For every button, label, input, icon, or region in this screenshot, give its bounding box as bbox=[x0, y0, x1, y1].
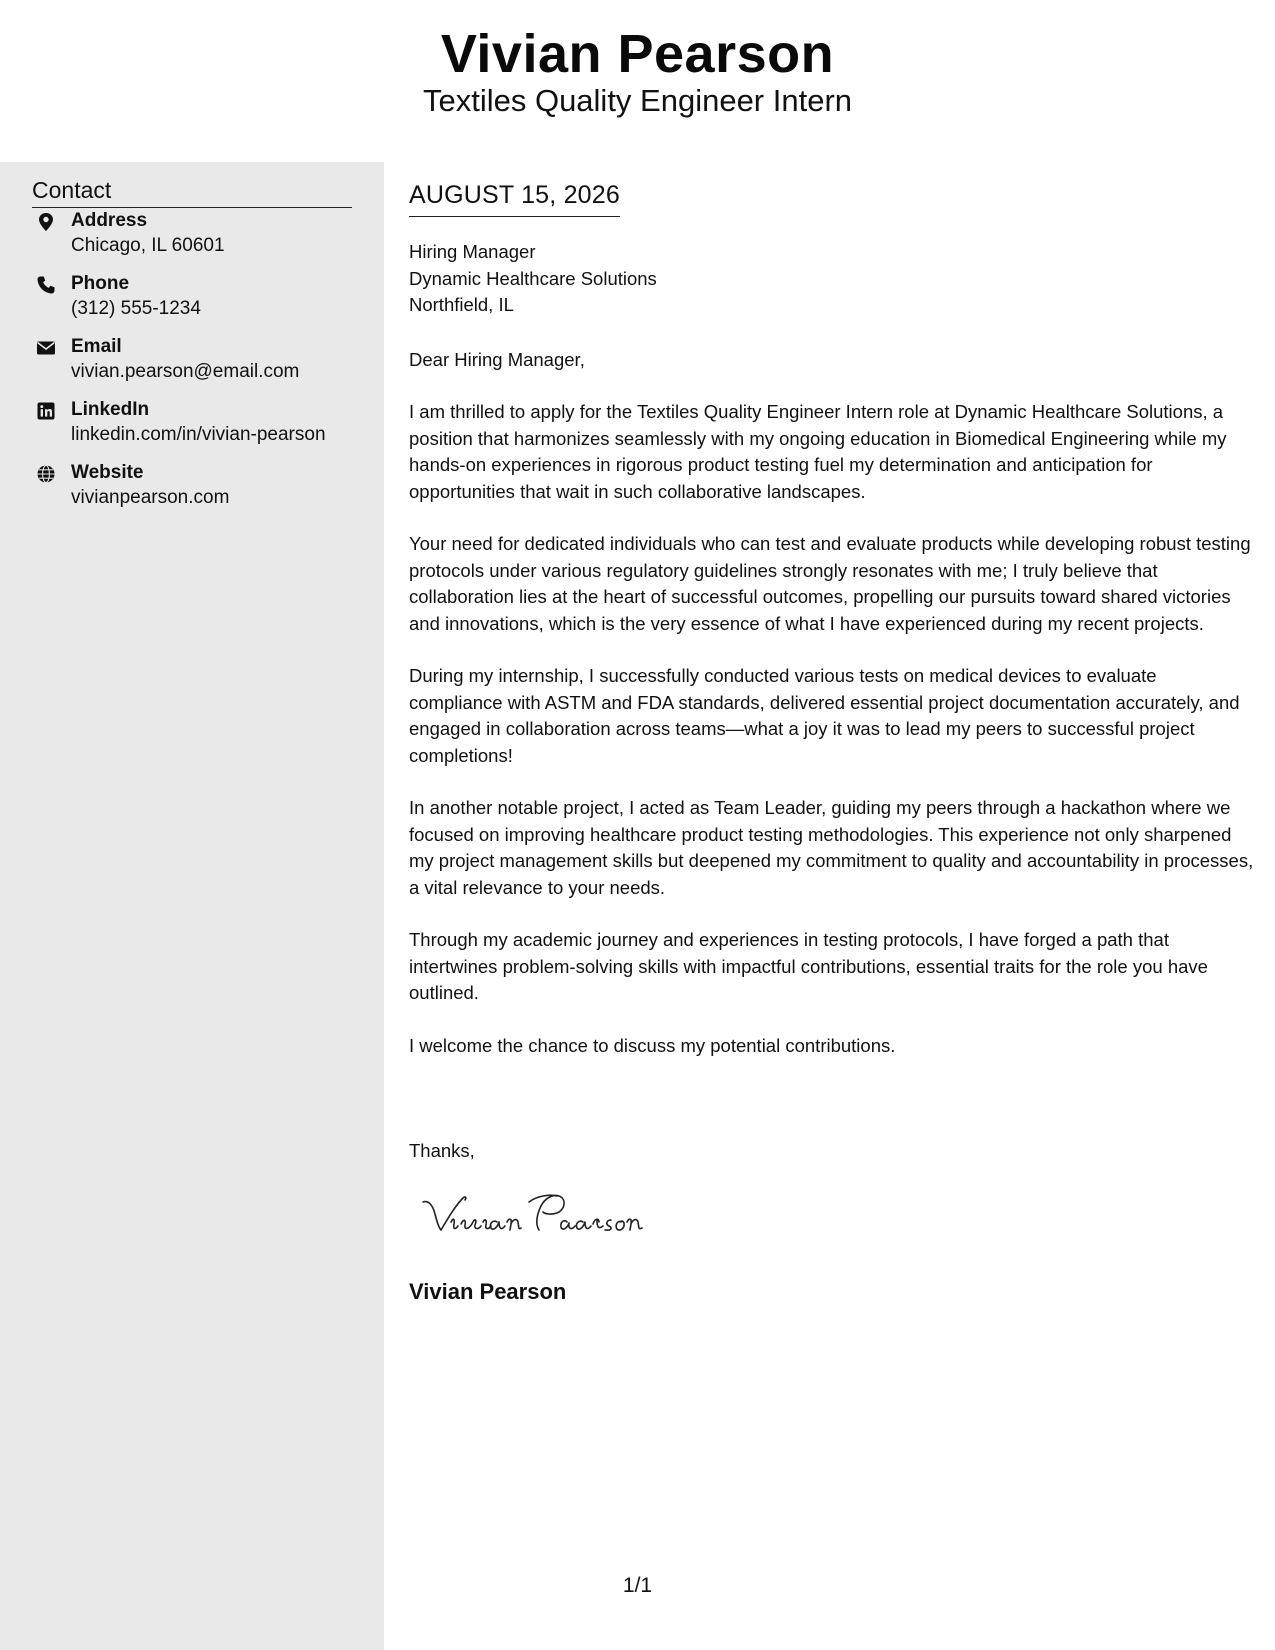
letter-paragraphs bbox=[409, 399, 1255, 1085]
contact-website bbox=[32, 460, 362, 514]
contact-sidebar bbox=[0, 162, 384, 1650]
envelope-icon bbox=[36, 338, 56, 358]
email-label: Email bbox=[71, 336, 122, 357]
contact-phone bbox=[32, 271, 362, 325]
contact-heading: Contact bbox=[32, 175, 352, 208]
globe-icon bbox=[36, 464, 56, 484]
website-value[interactable]: vivianpearson.com bbox=[71, 487, 230, 508]
linkedin-icon bbox=[36, 401, 56, 421]
paragraph: In another notable project, I acted as Team Leader, guiding my peers through a hackathon where we focused on improving healthcare product testing methodologies. This experience not only sharpened my project management skills but deepened my commitment to quality and accountability in processes, a vital relevance to your needs. bbox=[409, 797, 1254, 898]
address-label: Address bbox=[71, 210, 148, 231]
website-label: Website bbox=[71, 462, 144, 483]
paragraph: I welcome the chance to discuss my potential contributions. bbox=[409, 1034, 896, 1056]
paragraph: I am thrilled to apply for the Textiles Quality Engineer Intern role at Dynamic Healthcare Solutions, a position that harmonizes seamlessly with my ongoing education in Biomedical Engineering while my hands-on experiences in rigorous product testing fuel my determination and anticipation for opportunities that wait in such collaborative landscapes. bbox=[409, 401, 1227, 502]
letter-date: AUGUST 15, 2026 bbox=[409, 179, 620, 217]
recipient-title: Hiring Manager bbox=[409, 241, 536, 262]
email-value[interactable]: vivian.pearson@email.com bbox=[71, 361, 300, 382]
recipient-company: Dynamic Healthcare Solutions bbox=[409, 267, 657, 289]
address-value: Chicago, IL 60601 bbox=[71, 235, 225, 256]
map-pin-icon bbox=[36, 212, 56, 232]
contact-linkedin bbox=[32, 397, 362, 451]
phone-icon bbox=[36, 275, 56, 295]
contact-address bbox=[32, 208, 362, 262]
paragraph: Through my academic journey and experiences in testing protocols, I have forged a path that intertwines problem-solving skills with impactful contributions, essential traits for the role you have outlined. bbox=[409, 929, 1208, 1003]
applicant-name: Vivian Pearson bbox=[440, 24, 835, 84]
contact-email bbox=[32, 334, 362, 388]
closing-line: Thanks, bbox=[409, 1140, 475, 1161]
letter-header bbox=[0, 0, 1275, 162]
phone-value: (312) 555-1234 bbox=[71, 298, 201, 319]
phone-label: Phone bbox=[71, 273, 130, 294]
paragraph: Your need for dedicated individuals who can test and evaluate products while developing robust testing protocols under various regulatory guidelines strongly resonates with me; I truly believe that collaboration lies at the heart of successful outcomes, propelling our pursuits toward shared victories and innovations, which is the very essence of what I have experienced during my recent projects. bbox=[409, 533, 1251, 634]
linkedin-value[interactable]: linkedin.com/in/vivian-pearson bbox=[71, 424, 326, 445]
paragraph: During my internship, I successfully conducted various tests on medical devices to evaluate compliance with ASTM and FDA standards, delivered essential project documentation accurately, and engaged in collaboration across teams—what a joy it was to lead my peers to successful project completions! bbox=[409, 665, 1240, 766]
applicant-role: Textiles Quality Engineer Intern bbox=[422, 83, 853, 118]
page-number: 1/1 bbox=[622, 1574, 653, 1597]
salutation: Dear Hiring Manager, bbox=[409, 349, 585, 370]
recipient-block bbox=[409, 239, 657, 319]
linkedin-label: LinkedIn bbox=[71, 399, 150, 420]
signer-name: Vivian Pearson bbox=[409, 1279, 567, 1304]
handwritten-signature bbox=[417, 1184, 677, 1244]
recipient-location: Northfield, IL bbox=[409, 294, 514, 315]
